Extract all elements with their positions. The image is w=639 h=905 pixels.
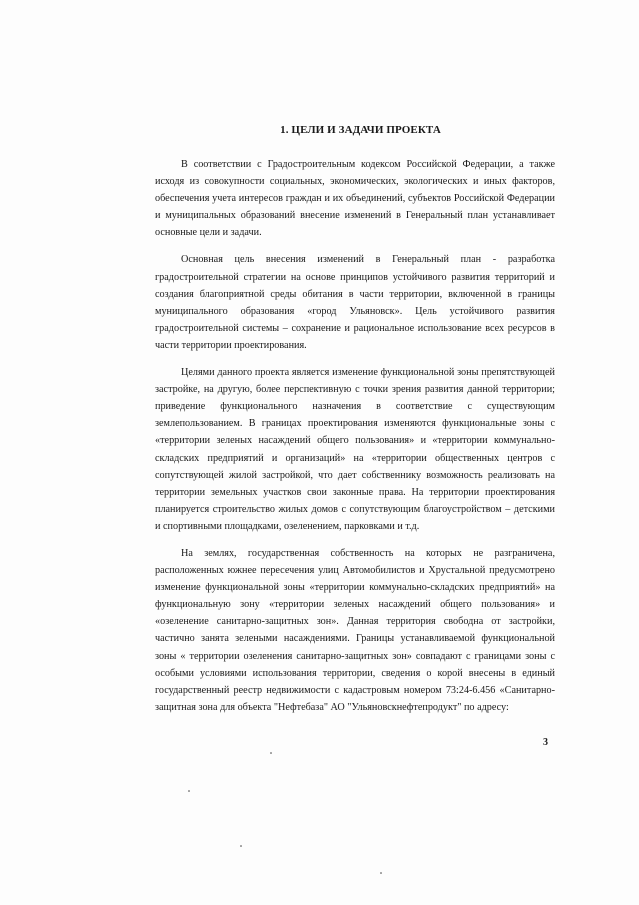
page-number: 3: [543, 737, 548, 748]
document-body: [155, 156, 555, 716]
scan-speck: [240, 845, 242, 847]
scan-speck: [270, 752, 272, 754]
section-heading: 1. ЦЕЛИ И ЗАДАЧИ ПРОЕКТА: [280, 124, 441, 136]
scan-speck: [380, 872, 382, 874]
paragraph-1: В соответствии с Градостроительным кодексом Российской Федерации, а также исходя из совокупности социальных, экономических, экологических и иных факторов, обеспечения учета интересов граждан и их объединений, субъектов Российской Федерации и муниципальных образований внесение изменений в Генеральный план устанавливает основные цели и задачи.: [155, 159, 555, 239]
paragraph-4: На землях, государственная собственность на которых не разграничена, расположенных южнее пересечения улиц Автомобилистов и Хрустальной предусмотрено изменение функциональной зоны «территории коммунально-складских предприятий» на функциональную зону «территории зеленых насаждений общего пользования» и «озеленение санитарно-защитных зон». Данная территория свободна от застройки, частично занята зелеными насаждениями. Границы устанавливаемой функциональной зоны « территории озеленения санитарно-защитных зон» совпадают с границами зоны с особыми условиями использования территории, сведения о корой внесены в единый государственный реестр недвижимости с кадастровым номером 73:24-6.456 «Санитарно-защитная зона для объекта "Нефтебаза" АО "Ульяновскнефтепродукт" по адресу:: [155, 547, 555, 713]
paragraph-3: Целями данного проекта является изменение функциональной зоны препятствующей застройке, на другую, более перспективную с точки зрения развития данной территории; приведение функционального назначения в соответствие с существующим землепользованием. В границах проектирования изменяются функциональные зоны с «территории зеленых насаждений общего пользования» и «территории коммунально-складских предприятий и организаций» на «территории общественных центров с сопутствующей жилой застройкой, что дает собственнику возможность реализовать на территории земельных участков свои законные права. На территории проектирования планируется строительство жилых домов с сопутствующим благоустройством – детскими и спортивными площадками, озеленением, парковками и т.д.: [155, 367, 555, 532]
paragraph-2: Основная цель внесения изменений в Генеральный план - разработка градостроительной стратегии на основе принципов устойчивого развития территорий и создания благоприятной среды обитания в части территории, включенной в границы муниципального образования «город Ульяновск». Цель устойчивого развития градостроительной системы – сохранение и рациональное использование всех ресурсов в части территории проектирования.: [155, 254, 555, 351]
scan-speck: [188, 790, 190, 792]
